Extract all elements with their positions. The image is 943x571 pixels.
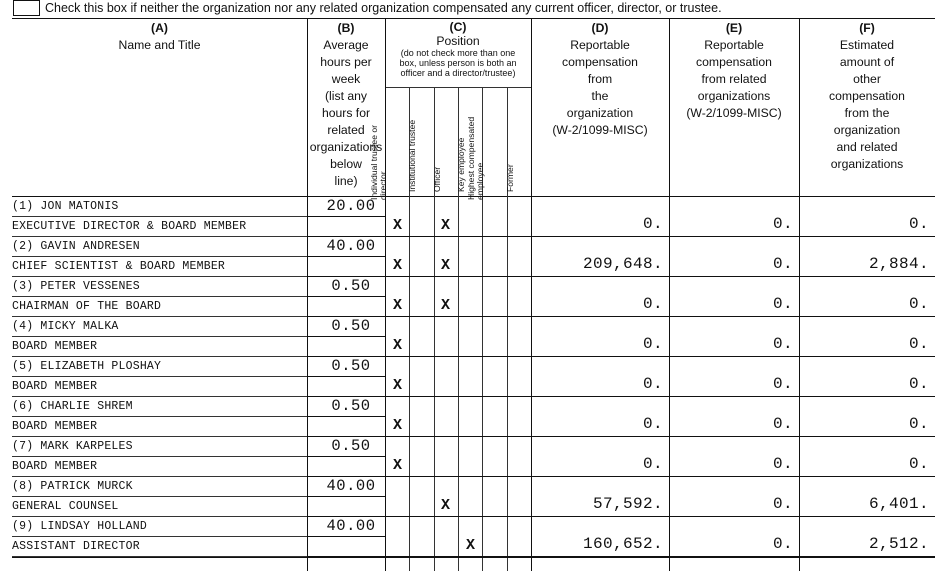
header-c-note-line: (do not check more than one: [400, 48, 516, 58]
header-b-line: below: [330, 157, 362, 171]
person-name: (5) ELIZABETH PLOSHAY: [12, 360, 162, 373]
compensation-f: 6,401.: [868, 495, 929, 513]
header-c-letter: (C): [449, 20, 467, 34]
compensation-f: 0.: [908, 375, 929, 393]
header-d-line: (W-2/1099-MISC): [552, 123, 648, 137]
row-hours-divider: [307, 376, 385, 377]
row-name-divider: [12, 336, 307, 337]
position-check-mark: X: [466, 537, 476, 554]
header-e-line: compensation: [696, 55, 772, 69]
header-b-letter: (B): [337, 21, 355, 35]
row-name-divider: [12, 296, 307, 297]
row-bottom-rule: [307, 316, 935, 317]
row-bottom-rule-name: [12, 236, 307, 237]
header-c-note-line: box, unless person is both an: [399, 58, 517, 68]
row-name-divider: [12, 536, 307, 537]
position-subheader-0: Individual trustee or director: [369, 125, 388, 200]
compensation-f: 0.: [908, 295, 929, 313]
header-b-line: organizations: [309, 140, 383, 154]
header-b-line: line): [334, 174, 358, 188]
compensation-e: 0.: [772, 455, 793, 473]
header-c-note-line: officer and a director/trustee): [400, 68, 516, 78]
header-e: [669, 20, 799, 122]
hours-value: 20.00: [326, 197, 376, 215]
compensation-f: 0.: [908, 215, 929, 233]
position-check-mark: X: [393, 257, 403, 274]
row-bottom-rule: [307, 236, 935, 237]
person-title: BOARD MEMBER: [12, 340, 98, 353]
header-a-letter: (A): [151, 21, 168, 35]
compensation-f: 0.: [908, 335, 929, 353]
header-f-line: compensation: [829, 89, 905, 103]
row-hours-divider: [307, 256, 385, 257]
header-top-rule: [12, 18, 935, 19]
row-bottom-rule-name: [12, 356, 307, 357]
row-name-divider: [12, 416, 307, 417]
header-f-line: from the: [844, 106, 890, 120]
row-bottom-rule: [307, 436, 935, 437]
compensation-e: 0.: [772, 375, 793, 393]
person-title: CHAIRMAN OF THE BOARD: [12, 300, 162, 313]
header-b-line: hours per: [320, 55, 372, 69]
header-d: [531, 20, 669, 139]
compensation-d: 0.: [642, 295, 663, 313]
compensation-e: 0.: [772, 415, 793, 433]
compensation-d: 0.: [642, 375, 663, 393]
row-bottom-rule: [307, 396, 935, 397]
compensation-d: 0.: [642, 455, 663, 473]
compensation-e: 0.: [772, 535, 793, 553]
row-name-divider: [12, 376, 307, 377]
header-f-line: organization: [833, 123, 901, 137]
person-title: BOARD MEMBER: [12, 420, 98, 433]
person-name: (2) GAVIN ANDRESEN: [12, 240, 140, 253]
compensation-e: 0.: [772, 495, 793, 513]
row-bottom-rule-name: [12, 316, 307, 317]
table-bottom-rule: [12, 557, 935, 558]
row-bottom-rule-name: [12, 396, 307, 397]
hours-value: 0.50: [331, 397, 371, 415]
row-bottom-rule: [307, 276, 935, 277]
person-title: BOARD MEMBER: [12, 380, 98, 393]
person-name: (8) PATRICK MURCK: [12, 480, 133, 493]
row-hours-divider: [307, 456, 385, 457]
compensation-e: 0.: [772, 295, 793, 313]
header-f: [799, 20, 935, 173]
compensation-e: 0.: [772, 215, 793, 233]
header-b-line: related: [327, 123, 365, 137]
row-hours-divider: [307, 216, 385, 217]
compensation-f: 0.: [908, 455, 929, 473]
hours-value: 0.50: [331, 317, 371, 335]
row-hours-divider: [307, 296, 385, 297]
person-name: (4) MICKY MALKA: [12, 320, 119, 333]
header-f-line: amount of: [839, 55, 895, 69]
header-d-line: compensation: [562, 55, 638, 69]
person-title: ASSISTANT DIRECTOR: [12, 540, 140, 553]
compensation-e: 0.: [772, 255, 793, 273]
hours-value: 0.50: [331, 277, 371, 295]
header-b-line: hours for: [321, 106, 371, 120]
header-a: [12, 20, 307, 54]
row-bottom-rule-name: [12, 516, 307, 517]
compensation-f: 2,884.: [868, 255, 929, 273]
header-e-line: organizations: [697, 89, 771, 103]
header-f-line: Estimated: [839, 38, 895, 52]
position-subheader-4: Highest compensated employee: [466, 116, 485, 200]
header-d-line: the: [591, 89, 609, 103]
compensation-d: 0.: [642, 215, 663, 233]
position-check-mark: X: [393, 417, 403, 434]
no-compensation-label: Check this box if neither the organization nor any related organization compensated any current officer, director, or trustee.: [45, 1, 722, 15]
header-d-letter: (D): [591, 21, 609, 35]
compensation-e: 0.: [772, 335, 793, 353]
position-subheader-1: Institutional trustee: [407, 119, 417, 192]
position-check-mark: X: [393, 337, 403, 354]
row-bottom-rule: [307, 356, 935, 357]
position-check-mark: X: [441, 497, 451, 514]
header-e-line: Reportable: [704, 38, 764, 52]
person-title: BOARD MEMBER: [12, 460, 98, 473]
position-check-mark: X: [393, 457, 403, 474]
header-f-line: and related: [836, 140, 898, 154]
person-name: (9) LINDSAY HOLLAND: [12, 520, 147, 533]
person-title: GENERAL COUNSEL: [12, 500, 119, 513]
position-subheader-5: Former: [505, 164, 515, 192]
position-check-mark: X: [393, 217, 403, 234]
row-name-divider: [12, 216, 307, 217]
row-hours-divider: [307, 416, 385, 417]
hours-value: 40.00: [326, 237, 376, 255]
header-d-line: Reportable: [570, 38, 630, 52]
person-name: (6) CHARLIE SHREM: [12, 400, 133, 413]
person-title: EXECUTIVE DIRECTOR & BOARD MEMBER: [12, 220, 247, 233]
hours-value: 40.00: [326, 517, 376, 535]
hours-value: 0.50: [331, 437, 371, 455]
person-name: (7) MARK KARPELES: [12, 440, 133, 453]
row-hours-divider: [307, 496, 385, 497]
row-bottom-rule-name: [12, 476, 307, 477]
row-name-divider: [12, 456, 307, 457]
person-title: CHIEF SCIENTIST & BOARD MEMBER: [12, 260, 226, 273]
header-a-line: Name and Title: [118, 38, 201, 52]
row-hours-divider: [307, 336, 385, 337]
row-hours-divider: [307, 536, 385, 537]
header-e-line: (W-2/1099-MISC): [686, 106, 782, 120]
header-e-letter: (E): [725, 21, 743, 35]
header-b-line: Average: [323, 38, 369, 52]
hours-value: 40.00: [326, 477, 376, 495]
person-name: (1) JON MATONIS: [12, 200, 119, 213]
header-d-line: from: [587, 72, 613, 86]
compensation-d: 0.: [642, 415, 663, 433]
position-check-mark: X: [393, 297, 403, 314]
row-name-divider: [12, 256, 307, 257]
position-check-mark: X: [441, 257, 451, 274]
row-bottom-rule: [307, 476, 935, 477]
header-c-title: Position: [436, 34, 480, 48]
position-check-mark: X: [393, 377, 403, 394]
compensation-d: 209,648.: [582, 255, 663, 273]
compensation-d: 57,592.: [592, 495, 663, 513]
row-bottom-rule: [307, 516, 935, 517]
person-name: (3) PETER VESSENES: [12, 280, 140, 293]
compensation-d: 160,652.: [582, 535, 663, 553]
compensation-f: 2,512.: [868, 535, 929, 553]
position-check-mark: X: [441, 297, 451, 314]
row-bottom-rule-name: [12, 276, 307, 277]
compensation-f: 0.: [908, 415, 929, 433]
position-subheader-2: Officer: [432, 166, 442, 192]
header-b-line: week: [331, 72, 361, 86]
header-c: [385, 20, 531, 78]
header-f-line: other: [853, 72, 881, 86]
header-f-line: organizations: [830, 157, 904, 171]
compensation-d: 0.: [642, 335, 663, 353]
header-d-line: organization: [566, 106, 634, 120]
position-subheader-3: Key employee: [456, 137, 466, 192]
header-f-letter: (F): [859, 21, 875, 35]
header-e-line: from related: [701, 72, 767, 86]
header-b-line: (list any: [325, 89, 367, 103]
row-bottom-rule-name: [12, 436, 307, 437]
position-check-mark: X: [441, 217, 451, 234]
row-name-divider: [12, 496, 307, 497]
hours-value: 0.50: [331, 357, 371, 375]
